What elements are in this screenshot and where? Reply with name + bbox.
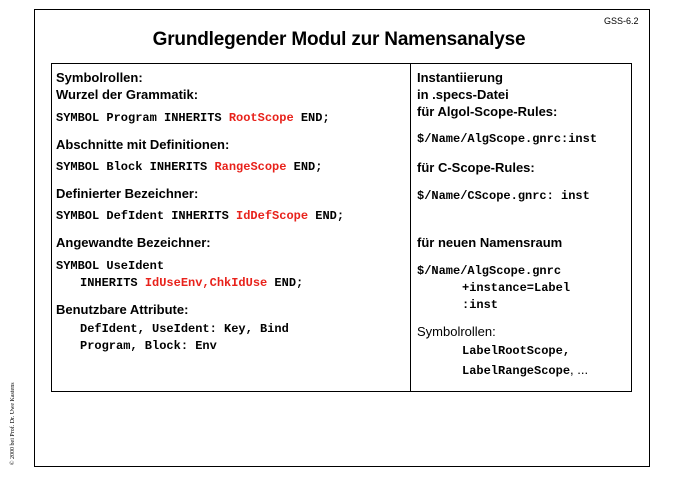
code-keyword-red: RootScope: [228, 111, 294, 125]
code-text: END;: [293, 111, 330, 125]
angewandt-code-line1: SYMBOL UseIdent: [56, 259, 165, 273]
label-range-suffix: , ...: [570, 362, 589, 377]
code-keyword-red: IdUseEnv,ChkIdUse: [144, 276, 268, 290]
definiert-code: [56, 209, 344, 223]
code-keyword-red: RangeScope: [214, 160, 287, 174]
wurzel-heading: Wurzel der Grammatik:: [56, 87, 199, 102]
inst-line3: für Algol-Scope-Rules:: [417, 104, 558, 119]
code-text: END;: [286, 160, 323, 174]
code-text: END;: [267, 276, 304, 290]
c-code: $/Name/CScope.gnrc: inst: [417, 189, 590, 203]
code-keyword-red: IdDefScope: [236, 209, 309, 223]
page-title: Grundlegender Modul zur Namensanalyse: [152, 29, 526, 50]
label-range-scope: LabelRangeScope: [462, 364, 571, 378]
slide-id: GSS-6.2: [604, 16, 639, 26]
inst-line1: Instantiierung: [417, 70, 503, 85]
inst-line2: in .specs-Datei: [417, 87, 509, 102]
wurzel-code: [56, 111, 330, 125]
code-text: SYMBOL Program INHERITS: [56, 111, 229, 125]
code-text: END;: [308, 209, 345, 223]
definiert-heading: Definierter Bezeichner:: [56, 186, 199, 201]
attribute-line2: Program, Block: Env: [80, 339, 217, 353]
algol-code: $/Name/AlgScope.gnrc:inst: [417, 132, 598, 146]
abschnitte-code: [56, 160, 322, 174]
code-text: SYMBOL DefIdent INHERITS: [56, 209, 237, 223]
label-range-line: [462, 361, 588, 379]
attribute-heading: Benutzbare Attribute:: [56, 302, 189, 317]
label-root-scope: LabelRootScope,: [462, 344, 571, 358]
neu-code-line1: $/Name/AlgScope.gnrc: [417, 264, 562, 278]
attribute-line1: DefIdent, UseIdent: Key, Bind: [80, 322, 289, 336]
neu-code-line3: :inst: [462, 298, 499, 312]
copyright-note: © 2000 bei Prof. Dr. Uwe Kastens: [10, 382, 16, 465]
neu-heading: für neuen Namensraum: [417, 235, 563, 250]
code-text: INHERITS: [80, 276, 145, 290]
symbolrollen-heading: Symbolrollen:: [56, 70, 143, 85]
code-text: SYMBOL Block INHERITS: [56, 160, 215, 174]
angewandt-code-line2: [80, 276, 303, 290]
neu-code-line2: +instance=Label: [462, 281, 571, 295]
angewandt-heading: Angewandte Bezeichner:: [56, 235, 211, 250]
column-divider: [410, 63, 411, 392]
symbolrollen-label: Symbolrollen:: [417, 324, 496, 339]
c-heading: für C-Scope-Rules:: [417, 160, 535, 175]
abschnitte-heading: Abschnitte mit Definitionen:: [56, 137, 230, 152]
